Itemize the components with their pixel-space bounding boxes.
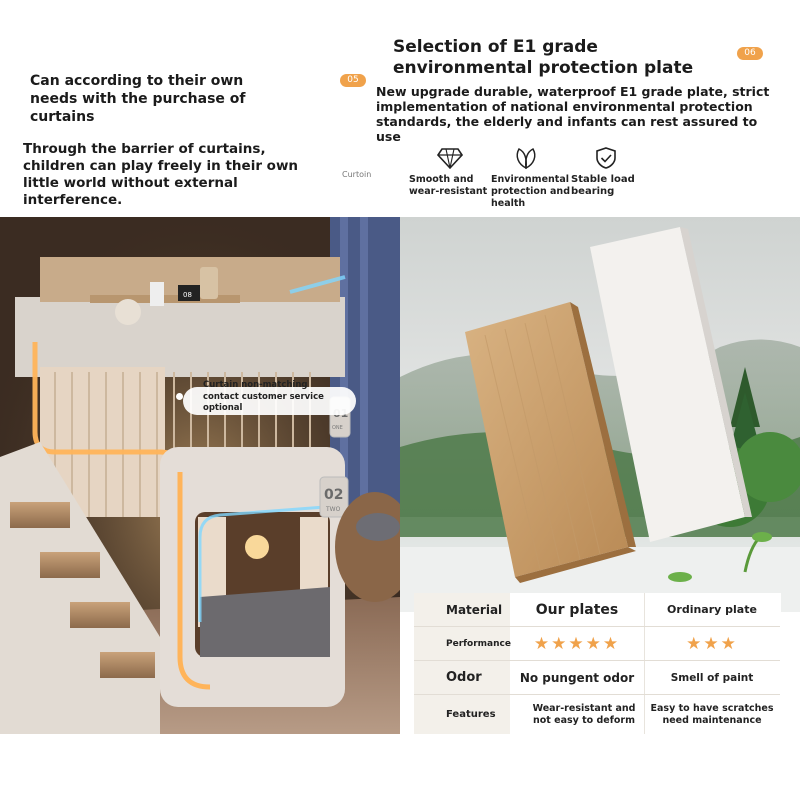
plate-title: Selection of E1 grade environmental protection plate [393, 37, 694, 78]
ordinary-performance-stars: ★★★ [686, 633, 738, 654]
our-odor: No pungent odor [519, 670, 635, 685]
curtain-description: Through the barrier of curtains, children can play freely in their own little world without external interference. [23, 141, 299, 208]
row-label-odor: Odor [446, 670, 482, 685]
row-label-features: Features [446, 709, 496, 720]
our-features: Wear-resistant and not easy to deform [532, 702, 636, 726]
feature-label: Smooth and wear-resistant [409, 174, 488, 197]
header-ordinary-plate: Ordinary plate [667, 603, 757, 616]
bed-sign-01-sub: ONE [332, 425, 343, 431]
curtain-small-label: Curtoin [342, 170, 372, 179]
bed-sign-02-sub: TWO [326, 506, 341, 513]
comparison-table [414, 593, 780, 734]
leaf-icon [513, 146, 539, 170]
plate-photo [400, 217, 800, 612]
feature-label: Stable load bearing [571, 174, 635, 197]
header-our-plates: Our plates [535, 601, 619, 618]
diamond-icon [437, 146, 463, 170]
shield-check-icon [593, 146, 619, 170]
plate-illustration [400, 217, 800, 612]
curtain-pointer-dot [176, 393, 183, 400]
plate-description: New upgrade durable, waterproof E1 grade plate, strict implementation of national environmental protection standards, the elderly and infants can rest assured to use [376, 84, 770, 144]
our-performance-stars: ★★★★★ [533, 633, 621, 654]
feature-load [571, 146, 641, 198]
bunk-bed-illustration [0, 217, 400, 734]
curtain-note-text: Curtain non-matching contact customer service optional [203, 380, 324, 413]
feature-label: Environmental protection and health [491, 174, 570, 209]
ordinary-features: Easy to have scratches need maintenance [650, 702, 774, 726]
header-material: Material [446, 602, 503, 617]
feature-smooth [409, 146, 489, 198]
curtain-title: Can according to their own needs with the purchase of curtains [30, 73, 246, 125]
row-label-performance: Performance [446, 638, 511, 649]
svg-text:08: 08 [183, 291, 192, 299]
bunk-bed-photo [0, 217, 400, 734]
ordinary-odor: Smell of paint [670, 671, 754, 684]
feature-environmental [491, 146, 571, 210]
section-badge-06: 06 [737, 47, 763, 60]
bed-sign-02: 02 [324, 487, 344, 503]
section-badge-05: 05 [340, 74, 366, 87]
